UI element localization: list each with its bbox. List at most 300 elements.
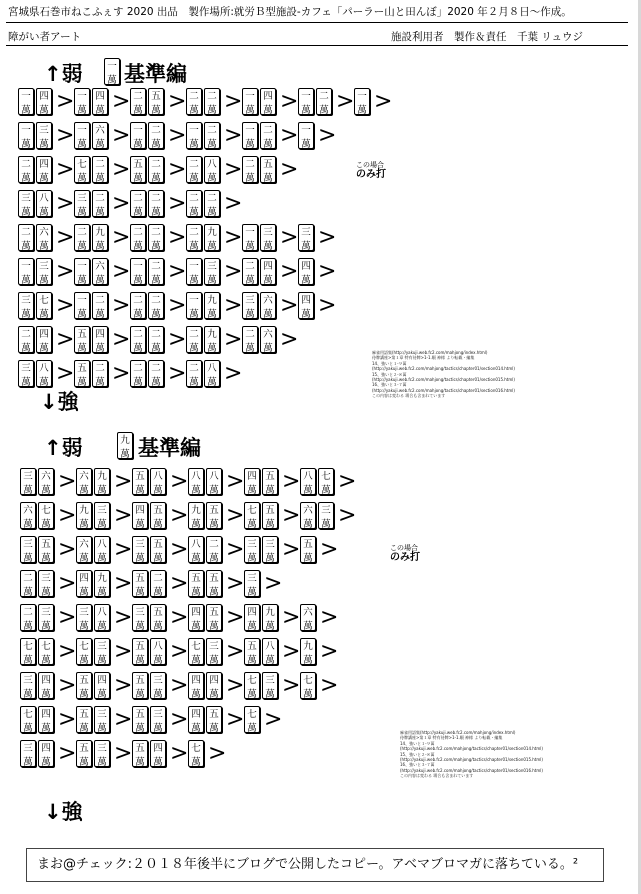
mahjong-tile [186, 88, 202, 115]
mahjong-tile [20, 672, 36, 699]
tile-number: 二 [151, 125, 161, 136]
mahjong-tile [92, 326, 108, 353]
tile-suit: 萬 [153, 519, 163, 529]
tile-suit: 萬 [189, 105, 199, 115]
tile-suit: 萬 [133, 173, 143, 183]
tile-number: 六 [39, 227, 49, 238]
tile-number: 三 [245, 295, 255, 306]
greater-than-sign: > [114, 469, 133, 494]
tile-number: 七 [77, 159, 87, 170]
tile-number: 七 [247, 709, 257, 720]
tile-number: 四 [209, 675, 219, 686]
tile-number: 二 [133, 363, 143, 374]
tile-suit: 萬 [263, 139, 273, 149]
mahjong-tile [244, 502, 260, 529]
mahjong-tile [74, 190, 90, 217]
mahjong-tile [300, 604, 316, 631]
greater-than-sign: > [168, 361, 187, 386]
mahjong-tile [36, 156, 52, 183]
mahjong-tile [206, 706, 222, 733]
reference-line: (http://yakuji.web.fc2.com/mahjong/tactics/chapter01/section015.html) [400, 757, 543, 763]
tile-suit: 萬 [209, 519, 219, 529]
mahjong-tile [262, 604, 278, 631]
mahjong-tile [318, 502, 334, 529]
tile-suit: 萬 [41, 485, 51, 495]
tile-suit: 萬 [301, 139, 311, 149]
tile-suit: 萬 [151, 377, 161, 387]
tile-number: 五 [153, 539, 163, 550]
mahjong-tile [262, 468, 278, 495]
tile-number: 一 [77, 125, 87, 136]
tile-suit: 萬 [191, 757, 201, 767]
tile-suit: 萬 [189, 241, 199, 251]
tile-suit: 萬 [207, 241, 217, 251]
tile-number: 二 [151, 227, 161, 238]
tile-suit: 萬 [95, 173, 105, 183]
tile-number: 四 [135, 505, 145, 516]
tile-suit: 萬 [77, 343, 87, 353]
tile-suit: 萬 [79, 723, 89, 733]
mahjong-tile [20, 604, 36, 631]
tile-number: 五 [209, 505, 219, 516]
tile-number: 五 [265, 471, 275, 482]
tile-suit: 萬 [189, 173, 199, 183]
greater-than-sign: > [58, 673, 77, 698]
tile-number: 五 [135, 471, 145, 482]
tile-suit: 萬 [189, 309, 199, 319]
tile-suit: 萬 [209, 587, 219, 597]
tile-number: 二 [151, 363, 161, 374]
mahjong-tile [300, 672, 316, 699]
tile-number: 三 [41, 573, 51, 584]
tile-suit: 萬 [151, 207, 161, 217]
mahjong-tile [104, 58, 120, 85]
mahjong-tile [186, 326, 202, 353]
mahjong-tile [132, 672, 148, 699]
tile-suit: 萬 [107, 75, 117, 85]
reference-list [400, 730, 543, 779]
mahjong-tile [148, 156, 164, 183]
mahjong-tile [150, 570, 166, 597]
tile-number: 八 [303, 471, 313, 482]
tile-suit: 萬 [135, 757, 145, 767]
greater-than-sign: > [224, 89, 243, 114]
tile-suit: 萬 [191, 621, 201, 631]
tile-number: 五 [153, 607, 163, 618]
mahjong-tile [148, 122, 164, 149]
tile-suit: 萬 [207, 309, 217, 319]
mahjong-tile [242, 292, 258, 319]
tile-suit: 萬 [321, 485, 331, 495]
tile-number: 九 [265, 607, 275, 618]
tile-number: 二 [207, 125, 217, 136]
tile-suit: 萬 [303, 519, 313, 529]
tile-number: 四 [41, 675, 51, 686]
tile-suit: 萬 [301, 241, 311, 251]
tile-suit: 萬 [133, 241, 143, 251]
greater-than-sign: > [58, 503, 77, 528]
tile-suit: 萬 [21, 139, 31, 149]
tile-suit: 萬 [189, 139, 199, 149]
tile-suit: 萬 [245, 309, 255, 319]
mahjong-tile [130, 360, 146, 387]
tile-number: 四 [301, 295, 311, 306]
reference-line: 16、強いと３-７萬 [372, 382, 407, 388]
mahjong-tile [18, 326, 34, 353]
mahjong-tile [36, 292, 52, 319]
greater-than-sign: > [56, 123, 75, 148]
mahjong-tile [76, 638, 92, 665]
mahjong-tile [188, 672, 204, 699]
tile-suit: 萬 [153, 655, 163, 665]
greater-than-sign: > [226, 605, 245, 630]
tile-suit: 萬 [97, 723, 107, 733]
tile-suit: 萬 [151, 139, 161, 149]
tile-suit: 萬 [135, 553, 145, 563]
mahjong-tile [92, 292, 108, 319]
mahjong-tile [262, 638, 278, 665]
mahjong-tile [76, 468, 92, 495]
tile-number: 六 [95, 125, 105, 136]
tile-number: 二 [189, 227, 199, 238]
tile-suit: 萬 [191, 723, 201, 733]
tile-number: 二 [151, 261, 161, 272]
mahjong-tile [36, 190, 52, 217]
greater-than-sign: > [318, 293, 337, 318]
mahjong-tile [130, 190, 146, 217]
tile-suit: 萬 [207, 105, 217, 115]
mahjong-tile [186, 292, 202, 319]
tile-number: 五 [151, 91, 161, 102]
strong-label: ↓強 [40, 390, 79, 414]
tile-number: 三 [97, 641, 107, 652]
greater-than-sign: > [264, 707, 283, 732]
tile-number: 四 [39, 159, 49, 170]
tile-number: 二 [189, 91, 199, 102]
mahjong-tile [300, 502, 316, 529]
tile-number: 九 [120, 435, 130, 446]
tile-suit: 萬 [133, 377, 143, 387]
tile-number: 三 [265, 675, 275, 686]
tile-suit: 萬 [153, 689, 163, 699]
tile-number: 一 [107, 61, 117, 72]
tile-suit: 萬 [247, 553, 257, 563]
tile-suit: 萬 [95, 343, 105, 353]
tile-suit: 萬 [151, 343, 161, 353]
mahjong-tile [74, 156, 90, 183]
tile-suit: 萬 [79, 621, 89, 631]
tile-number: 一 [21, 261, 31, 272]
greater-than-sign: > [112, 361, 131, 386]
mahjong-tile [92, 360, 108, 387]
mahjong-tile [18, 224, 34, 251]
tile-suit: 萬 [95, 241, 105, 251]
tile-number: 八 [97, 539, 107, 550]
mahjong-tile [316, 88, 332, 115]
mahjong-tile [300, 536, 316, 563]
mahjong-tile [206, 604, 222, 631]
tile-number: 四 [39, 329, 49, 340]
greater-than-sign: > [114, 537, 133, 562]
tile-suit: 萬 [41, 655, 51, 665]
mahjong-tile [188, 638, 204, 665]
tile-number: 二 [207, 91, 217, 102]
tile-suit: 萬 [23, 757, 33, 767]
mahjong-tile [260, 326, 276, 353]
mahjong-tile [188, 502, 204, 529]
greater-than-sign: > [320, 537, 339, 562]
tile-suit: 萬 [209, 689, 219, 699]
tile-number: 八 [97, 607, 107, 618]
tile-number: 五 [79, 709, 89, 720]
mahjong-tile [132, 740, 148, 767]
greater-than-sign: > [170, 673, 189, 698]
greater-than-sign: > [56, 89, 75, 114]
tile-number: 二 [133, 295, 143, 306]
greater-than-sign: > [168, 157, 187, 182]
tile-number: 一 [245, 227, 255, 238]
tile-number: 五 [191, 573, 201, 584]
tile-suit: 萬 [191, 519, 201, 529]
mahjong-tile [36, 258, 52, 285]
tile-number: 九 [191, 505, 201, 516]
tile-suit: 萬 [79, 519, 89, 529]
mahjong-tile [262, 672, 278, 699]
tile-suit: 萬 [209, 621, 219, 631]
mahjong-tile [36, 224, 52, 251]
discard-note [356, 160, 386, 180]
mahjong-tile [74, 88, 90, 115]
tile-number: 五 [263, 159, 273, 170]
mahjong-tile [150, 502, 166, 529]
tile-suit: 萬 [97, 655, 107, 665]
greater-than-sign: > [112, 225, 131, 250]
greater-than-sign: > [280, 157, 299, 182]
tile-number: 六 [303, 505, 313, 516]
tile-suit: 萬 [41, 757, 51, 767]
tile-suit: 萬 [135, 655, 145, 665]
tile-number: 二 [245, 261, 255, 272]
greater-than-sign: > [224, 123, 243, 148]
tile-suit: 萬 [151, 105, 161, 115]
tile-number: 八 [209, 471, 219, 482]
mahjong-tile [76, 570, 92, 597]
tile-number: 四 [247, 471, 257, 482]
tile-number: 二 [245, 329, 255, 340]
greater-than-sign: > [224, 293, 243, 318]
greater-than-sign: > [224, 225, 243, 250]
note-line: のみ打 [356, 169, 386, 180]
tile-suit: 萬 [133, 105, 143, 115]
greater-than-sign: > [282, 639, 301, 664]
tile-suit: 萬 [265, 689, 275, 699]
tile-number: 二 [151, 295, 161, 306]
mahjong-tile [94, 570, 110, 597]
tile-suit: 萬 [79, 553, 89, 563]
mahjong-tile [242, 326, 258, 353]
greater-than-sign: > [114, 673, 133, 698]
tile-number: 一 [77, 295, 87, 306]
tile-number: 四 [39, 91, 49, 102]
mahjong-tile [186, 156, 202, 183]
greater-than-sign: > [224, 157, 243, 182]
tile-number: 五 [135, 573, 145, 584]
tile-number: 三 [97, 505, 107, 516]
tile-suit: 萬 [153, 553, 163, 563]
tile-suit: 萬 [247, 621, 257, 631]
reference-line: 14、強いと１-９萬 [372, 360, 407, 366]
greater-than-sign: > [56, 191, 75, 216]
tile-number: 七 [191, 641, 201, 652]
mahjong-tile [148, 88, 164, 115]
tile-suit: 萬 [97, 757, 107, 767]
tile-suit: 萬 [321, 519, 331, 529]
reference-line: 麻雀用語集(http://yakuji.web.fc2.com/mahjong/index.html) [400, 730, 516, 735]
caption-box: まお@チェック:２０１８年後半にブログで公開したコピー。アベマブロマガに落ちている。² [26, 848, 604, 882]
mahjong-tile [38, 740, 54, 767]
discard-note [390, 543, 420, 563]
mahjong-tile [244, 638, 260, 665]
tile-number: 二 [209, 539, 219, 550]
tile-number: 五 [41, 539, 51, 550]
tile-number: 二 [151, 159, 161, 170]
tile-number: 六 [303, 607, 313, 618]
tile-number: 四 [153, 743, 163, 754]
tile-number: 一 [133, 261, 143, 272]
reference-line: (http://yakuji.web.fc2.com/mahjong/tactics/chapter01/section014.html) [400, 746, 543, 752]
tile-number: 二 [95, 159, 105, 170]
tile-suit: 萬 [23, 689, 33, 699]
tile-suit: 萬 [39, 309, 49, 319]
mahjong-tile [94, 740, 110, 767]
greater-than-sign: > [58, 537, 77, 562]
tile-suit: 萬 [151, 241, 161, 251]
weak-label: ↑弱 [44, 62, 83, 86]
tile-number: 三 [97, 743, 107, 754]
tile-number: 一 [357, 91, 367, 102]
greater-than-sign: > [114, 571, 133, 596]
greater-than-sign: > [320, 605, 339, 630]
tile-suit: 萬 [21, 105, 31, 115]
tile-suit: 萬 [303, 485, 313, 495]
tile-suit: 萬 [21, 309, 31, 319]
greater-than-sign: > [170, 639, 189, 664]
mahjong-tile [260, 156, 276, 183]
greater-than-sign: > [112, 191, 131, 216]
tile-number: 三 [135, 539, 145, 550]
tile-suit: 萬 [39, 241, 49, 251]
tile-suit: 萬 [247, 689, 257, 699]
greater-than-sign: > [58, 707, 77, 732]
mahjong-tile [130, 292, 146, 319]
mahjong-tile [130, 326, 146, 353]
tile-suit: 萬 [77, 275, 87, 285]
tile-suit: 萬 [97, 519, 107, 529]
tile-suit: 萬 [245, 139, 255, 149]
tile-suit: 萬 [95, 139, 105, 149]
tile-suit: 萬 [23, 519, 33, 529]
greater-than-sign: > [226, 537, 245, 562]
tile-number: 一 [133, 125, 143, 136]
tile-suit: 萬 [21, 275, 31, 285]
tile-suit: 萬 [39, 343, 49, 353]
tile-suit: 萬 [23, 655, 33, 665]
tile-number: 四 [263, 261, 273, 272]
tile-suit: 萬 [41, 723, 51, 733]
mahjong-tile [260, 122, 276, 149]
mahjong-tile [188, 570, 204, 597]
tile-number: 九 [303, 641, 313, 652]
mahjong-tile [18, 292, 34, 319]
tile-suit: 萬 [133, 275, 143, 285]
mahjong-tile [204, 326, 220, 353]
mahjong-tile [130, 88, 146, 115]
mahjong-tile [132, 502, 148, 529]
greater-than-sign: > [58, 741, 77, 766]
mahjong-tile [186, 224, 202, 251]
mahjong-tile [150, 706, 166, 733]
tile-suit: 萬 [21, 173, 31, 183]
mahjong-tile [150, 638, 166, 665]
mahjong-tile [132, 468, 148, 495]
tile-suit: 萬 [77, 377, 87, 387]
tile-number: 二 [95, 295, 105, 306]
greater-than-sign: > [170, 503, 189, 528]
mahjong-tile [318, 468, 334, 495]
header-right-label: 施設利用者 製作＆責任 千葉 リュウジ [390, 31, 583, 43]
tile-number: 二 [133, 91, 143, 102]
note-line: のみ打 [390, 552, 420, 563]
tile-number: 六 [263, 295, 273, 306]
tile-suit: 萬 [153, 723, 163, 733]
tile-suit: 萬 [209, 485, 219, 495]
greater-than-sign: > [226, 639, 245, 664]
tile-suit: 萬 [41, 689, 51, 699]
tile-suit: 萬 [77, 105, 87, 115]
tile-number: 八 [207, 363, 217, 374]
tile-suit: 萬 [133, 309, 143, 319]
strong-label: ↓強 [44, 800, 83, 824]
tile-suit: 萬 [79, 655, 89, 665]
mahjong-tile [74, 292, 90, 319]
mahjong-tile [94, 536, 110, 563]
tile-number: 二 [245, 159, 255, 170]
mahjong-tile [18, 122, 34, 149]
tile-number: 二 [189, 159, 199, 170]
mahjong-tile [20, 468, 36, 495]
mahjong-tile [92, 190, 108, 217]
tile-number: 九 [207, 295, 217, 306]
note-line: この場合 [390, 544, 418, 552]
tile-suit: 萬 [79, 689, 89, 699]
tile-number: 六 [79, 539, 89, 550]
mahjong-tile [76, 672, 92, 699]
tile-suit: 萬 [77, 139, 87, 149]
tile-number: 三 [23, 471, 33, 482]
mahjong-tile [76, 536, 92, 563]
tile-number: 二 [21, 329, 31, 340]
tile-suit: 萬 [23, 485, 33, 495]
tile-number: 三 [21, 193, 31, 204]
mahjong-tile [94, 672, 110, 699]
tile-suit: 萬 [191, 655, 201, 665]
tile-number: 一 [245, 91, 255, 102]
tile-suit: 萬 [41, 587, 51, 597]
tile-number: 七 [41, 641, 51, 652]
tile-suit: 萬 [151, 275, 161, 285]
tile-suit: 萬 [23, 723, 33, 733]
tile-number: 八 [153, 471, 163, 482]
